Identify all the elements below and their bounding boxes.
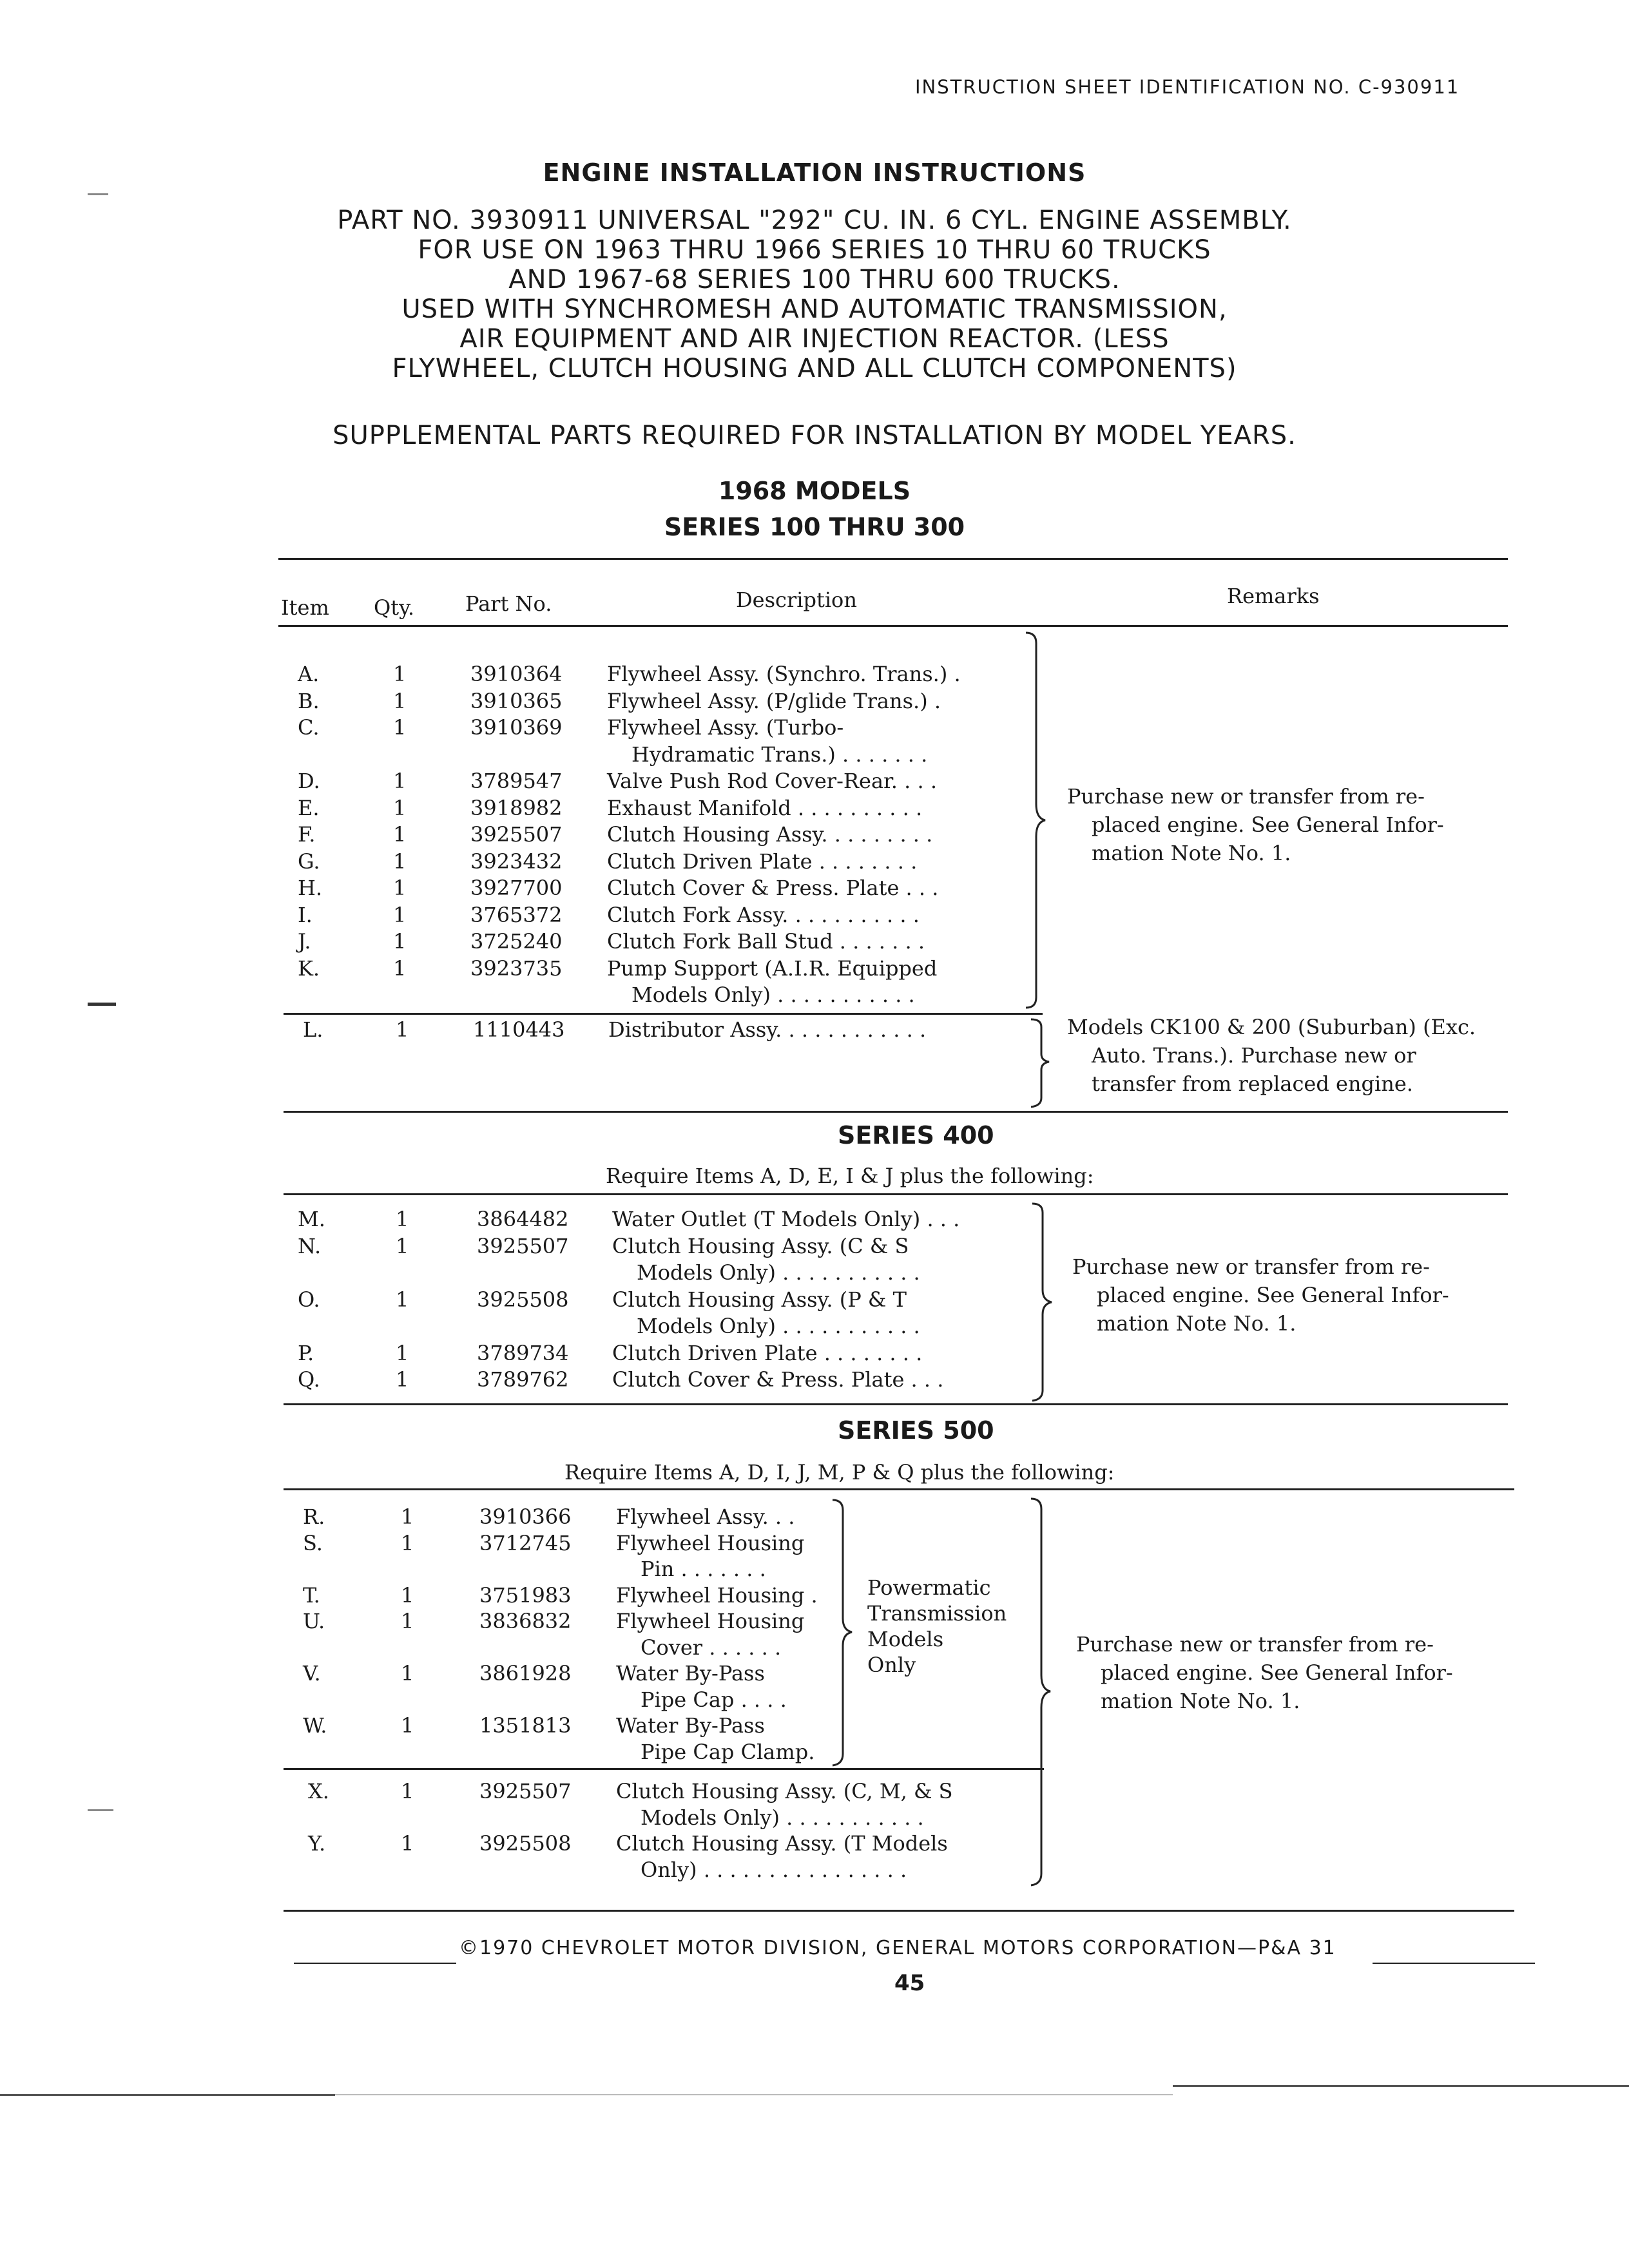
- qty: 1: [396, 1367, 409, 1392]
- intro-line: FOR USE ON 1963 THRU 1966 SERIES 10 THRU 60 TRUCKS: [418, 235, 1211, 265]
- remark-line: mation Note No. 1.: [1097, 1311, 1296, 1336]
- qty: 1: [393, 662, 407, 686]
- qty: 1: [393, 956, 407, 981]
- item-letter: O.: [298, 1287, 320, 1312]
- description: Flywheel Assy. (Turbo-: [607, 715, 844, 740]
- intro-line: FLYWHEEL, CLUTCH HOUSING AND ALL CLUTCH COMPONENTS): [392, 354, 1237, 383]
- remark-line: Models CK100 & 200 (Suburban) (Exc.: [1067, 1015, 1476, 1039]
- rule: [284, 1910, 1514, 1912]
- remark-line: placed engine. See General Infor-: [1092, 812, 1444, 837]
- intro-line: PART NO. 3930911 UNIVERSAL "292" CU. IN. 6 CYL. ENGINE ASSEMBLY.: [337, 206, 1292, 235]
- main-title: ENGINE INSTALLATION INSTRUCTIONS: [543, 159, 1086, 187]
- col-item: Item: [281, 595, 329, 620]
- rule: [284, 1193, 1508, 1195]
- col-part: Part No.: [465, 591, 552, 616]
- item-letter: P.: [298, 1340, 314, 1365]
- part-number: 3789547: [470, 769, 563, 793]
- qty: 1: [401, 1504, 414, 1529]
- part-number: 3712745: [479, 1530, 572, 1555]
- description-continued: Models Only) . . . . . . . . . . .: [631, 983, 915, 1007]
- series-100-300-title: SERIES 100 THRU 300: [664, 513, 965, 541]
- qty: 1: [401, 1779, 414, 1803]
- item-letter: T.: [303, 1582, 320, 1608]
- description: Clutch Cover & Press. Plate . . .: [607, 876, 939, 900]
- part-number: 3925507: [477, 1233, 569, 1258]
- part-number: 3923735: [470, 956, 563, 981]
- rule: [278, 558, 1508, 560]
- scan-mark: [1173, 2085, 1629, 2087]
- part-number: 3925508: [477, 1287, 569, 1312]
- rule: [284, 1403, 1508, 1405]
- description: Clutch Driven Plate . . . . . . . .: [607, 849, 918, 874]
- item-letter: L.: [303, 1017, 323, 1042]
- part-number: 3836832: [479, 1609, 572, 1633]
- qty: 1: [396, 1233, 409, 1258]
- item-letter: A.: [298, 662, 320, 686]
- rule: [278, 625, 1508, 627]
- brace-right: [831, 1499, 857, 1767]
- remark-line: Purchase new or transfer from re-: [1067, 784, 1425, 809]
- qty: 1: [401, 1530, 414, 1555]
- description: Clutch Driven Plate . . . . . . . .: [612, 1340, 923, 1365]
- description: Clutch Cover & Press. Plate . . .: [612, 1367, 944, 1392]
- brace-right: [1025, 631, 1050, 1009]
- note-line: Transmission: [867, 1601, 1007, 1626]
- intro-line: USED WITH SYNCHROMESH AND AUTOMATIC TRANSMISSION,: [401, 294, 1228, 324]
- description-continued: Cover . . . . . .: [641, 1635, 782, 1660]
- footer-copyright: ©1970 CHEVROLET MOTOR DIVISION, GENERAL MOTORS CORPORATION—P&A 31: [459, 1937, 1336, 1959]
- brace-right: [1030, 1018, 1055, 1108]
- series-400-title: SERIES 400: [838, 1121, 994, 1149]
- description: Flywheel Assy. (Synchro. Trans.) .: [607, 662, 961, 686]
- part-number: 3910364: [470, 662, 563, 686]
- description: Flywheel Assy. (P/glide Trans.) .: [607, 688, 941, 713]
- footer-rule: [294, 1963, 456, 1964]
- series-500-title: SERIES 500: [838, 1416, 994, 1445]
- part-number: 3725240: [470, 929, 563, 954]
- footer-rule: [1373, 1963, 1535, 1964]
- description: Clutch Housing Assy. (C & S: [612, 1233, 909, 1258]
- item-letter: N.: [298, 1233, 322, 1258]
- description: Flywheel Housing: [616, 1609, 805, 1633]
- remark-line: placed engine. See General Infor-: [1101, 1660, 1453, 1685]
- part-number: 3751983: [479, 1582, 572, 1608]
- qty: 1: [396, 1017, 409, 1042]
- part-number: 3864482: [477, 1207, 569, 1231]
- description: Clutch Housing Assy. (T Models: [616, 1831, 948, 1856]
- description-continued: Models Only) . . . . . . . . . . .: [637, 1260, 920, 1285]
- qty: 1: [396, 1340, 409, 1365]
- description: Flywheel Housing: [616, 1530, 805, 1555]
- part-number: 3910369: [470, 715, 563, 740]
- description: Water By-Pass: [616, 1661, 765, 1686]
- intro-line: AIR EQUIPMENT AND AIR INJECTION REACTOR. (LESS: [459, 324, 1170, 354]
- part-number: 3918982: [470, 795, 563, 820]
- remark-line: mation Note No. 1.: [1101, 1689, 1300, 1713]
- description: Valve Push Rod Cover-Rear. . . .: [607, 769, 937, 793]
- remark-l: [1067, 1013, 1476, 1098]
- col-qty: Qty.: [374, 595, 415, 620]
- supplemental-heading: SUPPLEMENTAL PARTS REQUIRED FOR INSTALLATION BY MODEL YEARS.: [333, 421, 1296, 450]
- item-letter: H.: [298, 876, 323, 900]
- description: Clutch Housing Assy. (C, M, & S: [616, 1779, 953, 1803]
- scan-mark: [88, 193, 108, 195]
- description: Flywheel Assy. . .: [616, 1504, 795, 1529]
- item-letter: W.: [303, 1713, 327, 1738]
- part-number: 3789734: [477, 1340, 569, 1365]
- qty: 1: [396, 1207, 409, 1231]
- item-letter: E.: [298, 795, 320, 820]
- part-number: 3925507: [479, 1779, 572, 1803]
- remark-line: mation Note No. 1.: [1092, 841, 1291, 865]
- part-number: 3765372: [470, 902, 563, 927]
- remark-line: Purchase new or transfer from re-: [1076, 1632, 1434, 1657]
- qty: 1: [401, 1713, 414, 1738]
- qty: 1: [401, 1661, 414, 1686]
- part-number: 3910366: [479, 1504, 572, 1529]
- description-continued: Pin . . . . . . .: [641, 1557, 766, 1581]
- qty: 1: [393, 902, 407, 927]
- qty: 1: [393, 795, 407, 820]
- part-number: 3925507: [470, 822, 563, 847]
- col-description: Description: [736, 588, 857, 612]
- intro-line: AND 1967-68 SERIES 100 THRU 600 TRUCKS.: [508, 265, 1121, 294]
- item-letter: I.: [298, 902, 313, 927]
- description: Clutch Housing Assy. (P & T: [612, 1287, 907, 1312]
- rule: [284, 1768, 1044, 1770]
- item-letter: V.: [303, 1661, 321, 1686]
- item-letter: U.: [303, 1609, 325, 1633]
- note-line: Only: [867, 1653, 916, 1677]
- model-year: 1968 MODELS: [718, 477, 911, 505]
- scan-mark: [88, 1003, 116, 1006]
- rule: [284, 1013, 1043, 1015]
- item-letter: M.: [298, 1207, 325, 1231]
- description: Pump Support (A.I.R. Equipped: [607, 956, 938, 981]
- qty: 1: [401, 1582, 414, 1608]
- qty: 1: [393, 769, 407, 793]
- rule: [284, 1111, 1508, 1113]
- item-letter: K.: [298, 956, 320, 981]
- col-remarks: Remarks: [1227, 584, 1320, 608]
- part-number: 1110443: [473, 1017, 565, 1042]
- scan-mark: [88, 1809, 113, 1811]
- powermatic-note: [867, 1575, 1007, 1678]
- remark-a: [1067, 782, 1444, 867]
- qty: 1: [393, 822, 407, 847]
- remark-line: Purchase new or transfer from re-: [1072, 1254, 1430, 1279]
- part-number: 3923432: [470, 849, 563, 874]
- scan-mark: [335, 2094, 1173, 2095]
- note-line: Models: [867, 1627, 944, 1651]
- item-letter: S.: [303, 1530, 323, 1555]
- item-letter: Y.: [308, 1831, 326, 1856]
- require-500: Require Items A, D, I, J, M, P & Q plus the following:: [564, 1460, 1115, 1485]
- qty: 1: [393, 876, 407, 900]
- part-number: 1351813: [479, 1713, 572, 1738]
- part-number: 3789762: [477, 1367, 569, 1392]
- item-letter: G.: [298, 849, 320, 874]
- item-letter: F.: [298, 822, 316, 847]
- sheet-id: INSTRUCTION SHEET IDENTIFICATION NO. C-930911: [915, 76, 1460, 98]
- part-number: 3861928: [479, 1661, 572, 1686]
- part-number: 3910365: [470, 688, 563, 713]
- item-letter: D.: [298, 769, 320, 793]
- remark-line: transfer from replaced engine.: [1092, 1072, 1413, 1096]
- description-continued: Only) . . . . . . . . . . . . . . . .: [641, 1857, 907, 1882]
- description-continued: Pipe Cap . . . .: [641, 1687, 787, 1712]
- qty: 1: [393, 715, 407, 740]
- item-letter: C.: [298, 715, 320, 740]
- remark-line: Auto. Trans.). Purchase new or: [1092, 1043, 1416, 1068]
- description: Clutch Fork Ball Stud . . . . . . .: [607, 929, 925, 954]
- qty: 1: [393, 849, 407, 874]
- rule: [284, 1488, 1514, 1490]
- require-400: Require Items A, D, E, I & J plus the following:: [606, 1164, 1094, 1188]
- description: Clutch Housing Assy. . . . . . . . .: [607, 822, 933, 847]
- description: Water Outlet (T Models Only) . . .: [612, 1207, 960, 1231]
- description-continued: Hydramatic Trans.) . . . . . . .: [631, 742, 928, 767]
- part-number: 3927700: [470, 876, 563, 900]
- item-letter: X.: [308, 1779, 329, 1803]
- description: Exhaust Manifold . . . . . . . . . .: [607, 795, 923, 820]
- item-letter: J.: [298, 929, 311, 954]
- scan-mark: [0, 2094, 335, 2096]
- qty: 1: [393, 688, 407, 713]
- item-letter: R.: [303, 1504, 325, 1529]
- description-continued: Models Only) . . . . . . . . . . .: [641, 1805, 924, 1830]
- brace-right: [1030, 1497, 1055, 1887]
- remark-400: [1072, 1253, 1449, 1338]
- qty: 1: [401, 1609, 414, 1633]
- part-number: 3925508: [479, 1831, 572, 1856]
- description-continued: Models Only) . . . . . . . . . . .: [637, 1314, 920, 1338]
- description: Clutch Fork Assy. . . . . . . . . . .: [607, 902, 920, 927]
- remark-500: [1076, 1630, 1453, 1715]
- brace-right: [1031, 1202, 1057, 1402]
- qty: 1: [401, 1831, 414, 1856]
- item-letter: Q.: [298, 1367, 320, 1392]
- qty: 1: [393, 929, 407, 954]
- description: Distributor Assy. . . . . . . . . . . .: [608, 1017, 927, 1042]
- remark-line: placed engine. See General Infor-: [1097, 1283, 1449, 1307]
- page-number: 45: [894, 1970, 925, 1996]
- item-letter: B.: [298, 688, 320, 713]
- description: Water By-Pass: [616, 1713, 765, 1738]
- qty: 1: [396, 1287, 409, 1312]
- note-line: Powermatic: [867, 1575, 991, 1600]
- description: Flywheel Housing .: [616, 1582, 818, 1608]
- description-continued: Pipe Cap Clamp.: [641, 1739, 815, 1764]
